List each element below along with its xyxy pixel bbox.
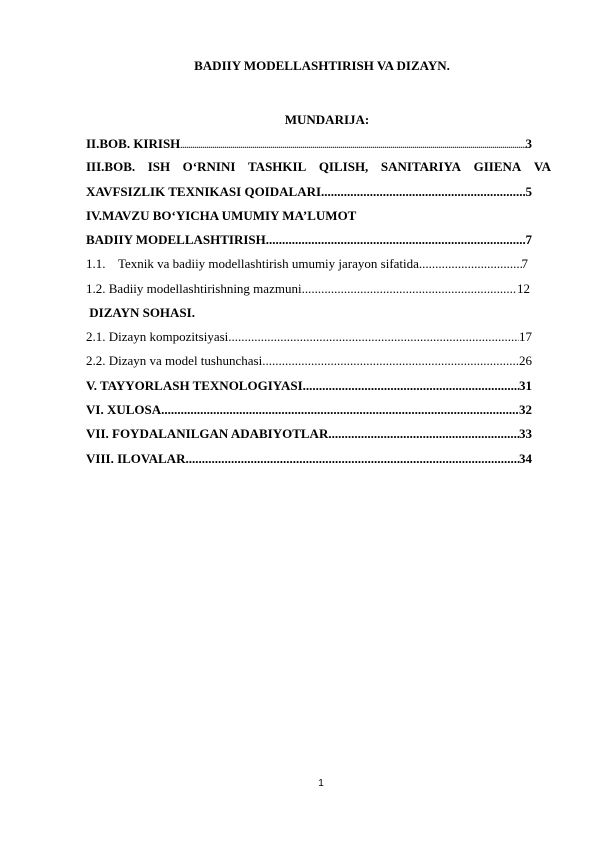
- toc-entry-label: V. TAYYORLASH TEXNOLOGIYASI: [86, 378, 303, 393]
- toc-dot-leader: [185, 451, 519, 466]
- toc-entry-2-1[interactable]: [86, 328, 532, 346]
- toc-page-number: 5: [525, 184, 532, 199]
- toc-word: VA: [533, 159, 551, 174]
- toc-page-number: 12: [517, 281, 530, 296]
- page-number: 1: [318, 778, 324, 789]
- toc-entry-bob7[interactable]: [86, 425, 532, 443]
- toc-page-number: 31: [519, 378, 532, 393]
- toc-heading: MUNDARIJA:: [284, 112, 370, 127]
- toc-word: ISH: [147, 159, 171, 174]
- toc-entry-label: 2.2. Dizayn va model tushunchasi: [86, 353, 263, 368]
- toc-entry-label: VIII. ILOVALAR: [86, 451, 186, 466]
- toc-dot-leader: [266, 232, 526, 247]
- toc-dot-leader: [161, 402, 519, 417]
- toc-entry-2-2[interactable]: [86, 352, 532, 370]
- toc-dot-leader: [303, 378, 519, 393]
- toc-dot-leader: [262, 353, 519, 368]
- toc-page-number: 17: [519, 329, 532, 344]
- toc-entry-bob4-line1[interactable]: IV.MAVZU BO‘YICHA UMUMIY MA’LUMOT: [86, 208, 357, 223]
- toc-word: TASHKIL: [247, 159, 307, 174]
- document-title: BADIIY MODELLASHTIRISH VA DIZAYN.: [194, 58, 450, 73]
- toc-word: QILISH,: [318, 159, 369, 174]
- toc-entry-bob3-line2[interactable]: [86, 183, 532, 201]
- toc-entry-label: 1.2. Badiiy modellashtirishning mazmuni: [86, 281, 302, 296]
- toc-entry-number: 1.1.: [86, 256, 106, 271]
- toc-dot-leader: [180, 141, 525, 150]
- toc-dot-leader: [419, 256, 522, 271]
- toc-dot-leader: [302, 281, 517, 296]
- toc-entry-bob3-line1[interactable]: [86, 158, 551, 176]
- toc-entry-1-1[interactable]: [86, 255, 528, 273]
- toc-page-number: 32: [519, 402, 532, 417]
- toc-dot-leader: [321, 184, 525, 199]
- toc-entry-bob5[interactable]: [86, 377, 532, 395]
- toc-entry-1-2[interactable]: [86, 280, 530, 298]
- toc-entry-label: VII. FOYDALANILGAN ADABIYOTLAR: [86, 426, 329, 441]
- toc-entry-bob4-line2[interactable]: [86, 231, 532, 249]
- toc-word: O‘RNINI: [182, 159, 236, 174]
- toc-page-number: 7: [525, 232, 532, 247]
- toc-page-number: 7: [521, 256, 528, 271]
- toc-entry-label: II.BOB. KIRISH: [86, 136, 181, 151]
- toc-entry-bob6[interactable]: [86, 401, 532, 419]
- toc-word: SANITARIYA: [380, 159, 462, 174]
- toc-entry-label: BADIIY MODELLASHTIRISH: [86, 232, 266, 247]
- toc-entry-bob8[interactable]: [86, 450, 532, 468]
- toc-word: III.BOB.: [86, 159, 136, 174]
- toc-page-number: 26: [519, 353, 532, 368]
- toc-page-number: 34: [519, 451, 532, 466]
- toc-section-heading[interactable]: DIZAYN SOHASI.: [86, 305, 195, 320]
- toc-entry-label: Texnik va badiiy modellashtirish umumiy jarayon sifatida: [118, 256, 419, 271]
- toc-page-number: 33: [519, 426, 532, 441]
- toc-entry-label: XAVFSIZLIK TEXNIKASI QOIDALARI: [86, 184, 322, 199]
- toc-entry-label: VI. XULOSA: [86, 402, 162, 417]
- toc-entry-bob2[interactable]: [86, 135, 532, 153]
- toc-dot-leader: [228, 329, 519, 344]
- toc-page-number: 3: [525, 136, 532, 151]
- toc-entry-label: 2.1. Dizayn kompozitsiyasi: [86, 329, 229, 344]
- toc-word: GIIENA: [473, 159, 522, 174]
- toc-dot-leader: [328, 426, 519, 441]
